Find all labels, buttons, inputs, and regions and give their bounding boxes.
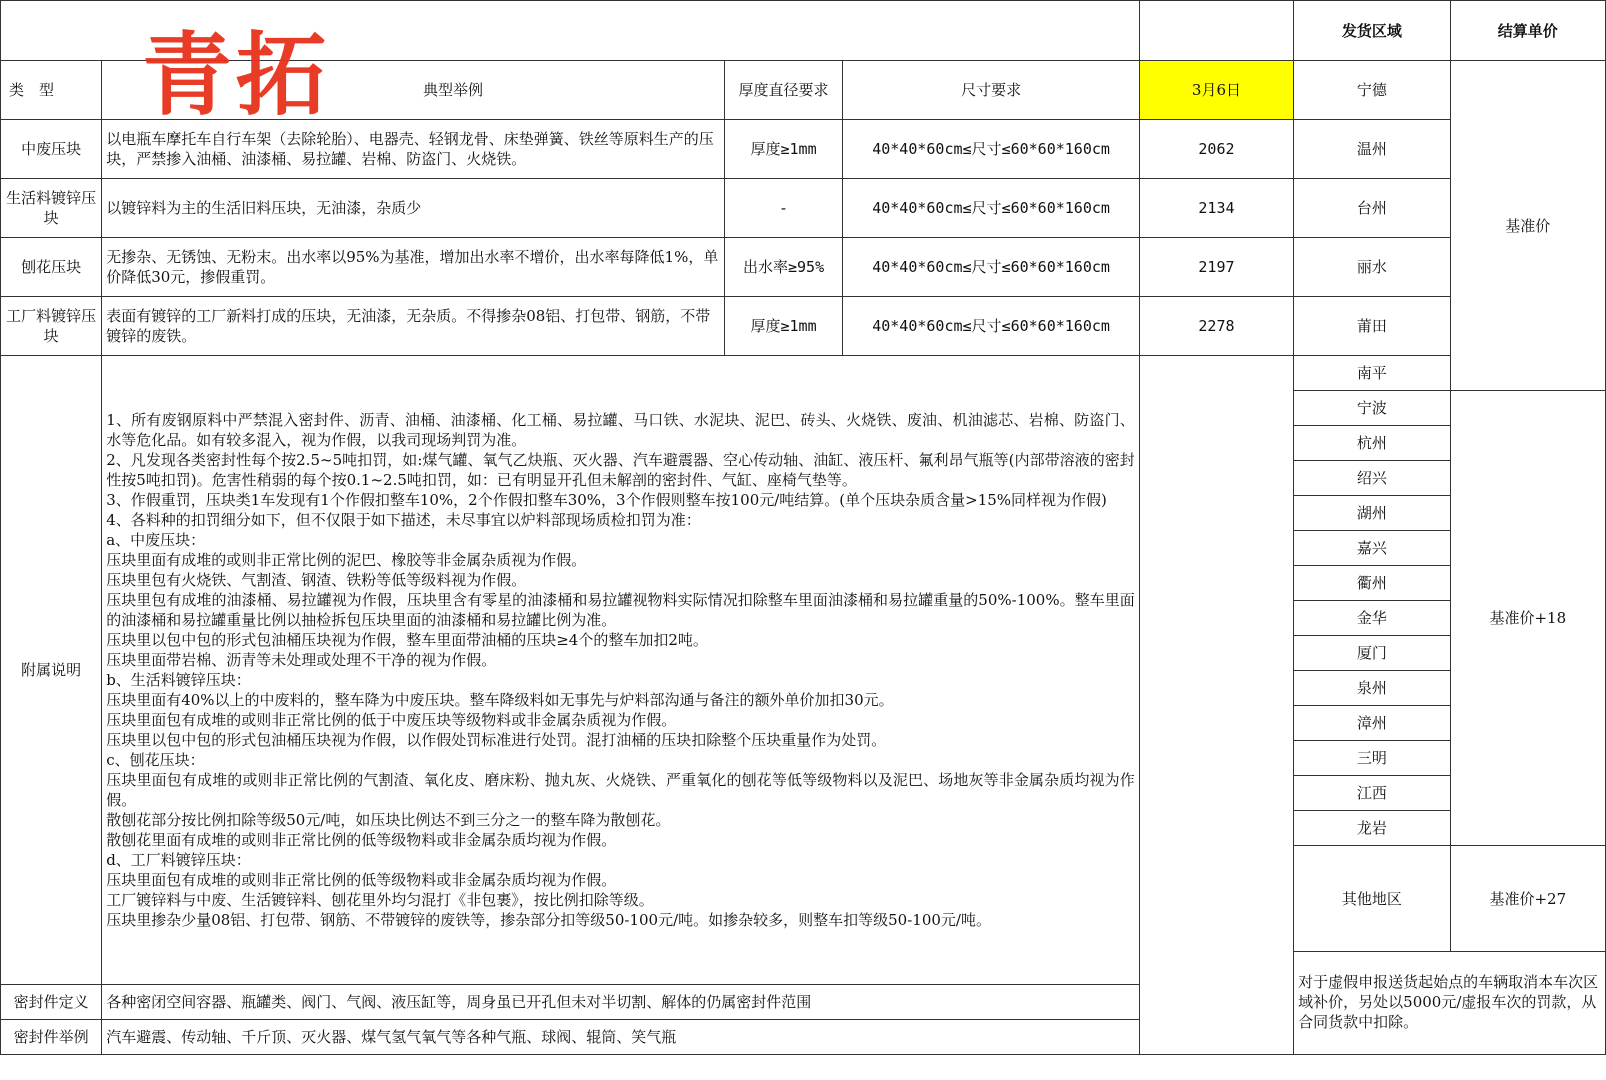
row-size: 40*40*60cm≤尺寸≤60*60*160cm [843, 238, 1139, 297]
region-cell: 三明 [1294, 741, 1450, 776]
row-thickness: - [724, 179, 843, 238]
region-cell: 龙岩 [1294, 811, 1450, 846]
region-cell: 江西 [1294, 776, 1450, 811]
row-price: 2197 [1139, 238, 1293, 297]
seal-examples-text: 汽车避震、传动轴、千斤顶、灭火器、煤气氢气氧气等各种气瓶、球阀、辊筒、笑气瓶 [102, 1020, 1140, 1055]
ship-area-header: 发货区域 [1294, 1, 1450, 61]
row-type: 生活料镀锌压块 [1, 179, 102, 238]
notes-line: 1、所有废钢原料中严禁混入密封件、沥青、油桶、油漆桶、化工桶、易拉罐、马口铁、水泥块、泥巴、砖头、火烧铁、废油、机油滤芯、岩棉、防盗门、水等危化品。如有较多混入，视为作假，以我司现场判罚为准。 [106, 411, 1135, 449]
notes-line: 散刨花部分按比例扣除等级50元/吨，如压块比例达不到三分之一的整车降为散刨花。 [106, 811, 671, 829]
seal-def-text: 各种密闭空间容器、瓶罐类、阀门、气阀、液压缸等，周身虽已开孔但未对半切割、解体的仍属密封件范围 [102, 985, 1140, 1020]
row-example: 以镀锌料为主的生活旧料压块，无油漆，杂质少 [102, 179, 725, 238]
region-cell: 南平 [1294, 356, 1450, 391]
row-price: 2278 [1139, 297, 1293, 356]
table-row [1, 120, 1606, 179]
base-price-plus27-cell: 基准价+27 [1450, 846, 1605, 952]
type-header: 类 型 [1, 61, 102, 120]
notes-line: 4、各料种的扣罚细分如下，但不仅限于如下描述，未尽事宜以炉料部现场质检扣罚为准： [106, 511, 701, 529]
blank-notes-price-cell [1139, 356, 1293, 1055]
notes-line: 压块里掺杂少量08铝、打包带、钢筋、不带镀锌的废铁等，掺杂部分扣等级50-100元/吨。如掺杂较多，则整车扣等级50-100元/吨。 [106, 911, 991, 929]
region-cell: 嘉兴 [1294, 531, 1450, 566]
blank-header-cell [1, 1, 1140, 61]
notes-line: 压块里以包中包的形式包油桶压块视为作假，以作假处罚标准进行处罚。混打油桶的压块扣除整个压块重量作为处罚。 [106, 731, 887, 749]
notes-line: d、工厂料镀锌压块： [106, 851, 251, 869]
region-cell: 湖州 [1294, 496, 1450, 531]
notes-line: 压块里面带岩棉、沥青等未处理或处理不干净的视为作假。 [106, 651, 497, 669]
notes-line: 工厂镀锌料与中废、生活镀锌料、刨花里外均匀混打《非包裹》，按比例扣除等级。 [106, 891, 654, 909]
row-example: 表面有镀锌的工厂新料打成的压块，无油漆，无杂质。不得掺杂08铝、打包带、钢筋，不带镀锌的废铁。 [102, 297, 725, 356]
row-type: 中废压块 [1, 120, 102, 179]
thickness-header: 厚度直径要求 [724, 61, 843, 120]
region-cell: 莆田 [1294, 297, 1450, 356]
row-size: 40*40*60cm≤尺寸≤60*60*160cm [843, 179, 1139, 238]
region-cell: 厦门 [1294, 636, 1450, 671]
row-size: 40*40*60cm≤尺寸≤60*60*160cm [843, 120, 1139, 179]
notes-line: 压块里面包有成堆的或则非正常比例的低等级物料或非金属杂质均视为作假。 [106, 871, 617, 889]
notes-line: c、刨花压块： [106, 751, 205, 769]
table-row [1, 179, 1606, 238]
row-size: 40*40*60cm≤尺寸≤60*60*160cm [843, 297, 1139, 356]
notes-lines [106, 410, 1135, 930]
table-row [1, 238, 1606, 297]
row-type: 工厂料镀锌压块 [1, 297, 102, 356]
region-cell: 丽水 [1294, 238, 1450, 297]
size-header: 尺寸要求 [843, 61, 1139, 120]
row-example: 以电瓶车摩托车自行车架（去除轮胎）、电器壳、轻钢龙骨、床垫弹簧、铁丝等原料生产的压块，严禁掺入油桶、油漆桶、易拉罐、岩棉、防盗门、火烧铁。 [102, 120, 725, 179]
region-cell: 杭州 [1294, 426, 1450, 461]
example-header-text: 典型举例 [422, 81, 483, 99]
region-cell: 绍兴 [1294, 461, 1450, 496]
watermark-logo: 青拓 [142, 23, 330, 128]
seal-def-label: 密封件定义 [1, 985, 102, 1020]
region-cell: 台州 [1294, 179, 1450, 238]
date-header: 3月6日 [1139, 61, 1293, 120]
example-header [102, 61, 725, 120]
region-cell: 泉州 [1294, 671, 1450, 706]
row-price: 2062 [1139, 120, 1293, 179]
notes-line: 压块里面有40%以上的中废料的，整车降为中废压块。整车降级料如无事先与炉料部沟通与备注的额外单价加扣30元。 [106, 691, 894, 709]
region-cell: 宁德 [1294, 61, 1450, 120]
seal-examples-label: 密封件举例 [1, 1020, 102, 1055]
notes-line: 2、凡发现各类密封性每个按2.5~5吨扣罚，如:煤气罐、氧气乙炔瓶、灭火器、汽车避震器、空心传动轴、油缸、液压杆、氟利昂气瓶等(内部带溶液的密封性按5吨扣罚)。危害性稍弱的每个按0.1~2.5吨扣罚，如：已有明显开孔但未解剖的密封件、气缸、座椅气垫等。 [106, 451, 1135, 489]
notes-line: b、生活料镀锌压块： [106, 671, 251, 689]
base-price-cell: 基准价 [1450, 61, 1605, 391]
region-cell: 温州 [1294, 120, 1450, 179]
table-row [1, 297, 1606, 356]
blank-date-header-cell [1139, 1, 1293, 61]
row-type: 刨花压块 [1, 238, 102, 297]
row-price: 2134 [1139, 179, 1293, 238]
notes-line: 3、作假重罚，压块类1车发现有1个作假扣整车10%，2个作假扣整车30%，3个作假则整车按100元/吨结算。(单个压块杂质含量>15%同样视为作假) [106, 491, 1107, 509]
row-thickness: 厚度≥1mm [724, 120, 843, 179]
notes-line: 压块里面有成堆的或则非正常比例的泥巴、橡胶等非金属杂质视为作假。 [106, 551, 587, 569]
column-header-row [1, 61, 1606, 120]
notes-line: 压块里以包中包的形式包油桶压块视为作假，整车里面带油桶的压块≥4个的整车加扣2吨。 [106, 631, 708, 649]
notes-line: 压块里面包有成堆的或则非正常比例的气割渣、氧化皮、磨床粉、抛丸灰、火烧铁、严重氧化的刨花等低等级物料以及泥巴、场地灰等非金属杂质均视为作假。 [106, 771, 1135, 809]
notes-line: 散刨花里面有成堆的或则非正常比例的低等级物料或非金属杂质均视为作假。 [106, 831, 617, 849]
other-region-cell: 其他地区 [1294, 846, 1450, 952]
notes-content [102, 356, 1140, 985]
unit-price-header: 结算单价 [1450, 1, 1605, 61]
notes-line: 压块里包有火烧铁、气割渣、钢渣、铁粉等低等级料视为作假。 [106, 571, 527, 589]
notes-line: 压块里包有成堆的油漆桶、易拉罐视为作假，压块里含有零星的油漆桶和易拉罐视物料实际情况扣除整车里面油漆桶和易拉罐重量的50%-100%。整车里面的油漆桶和易拉罐重量比例以抽检拆包压块里面的油漆桶和易拉罐比例为准。 [106, 591, 1135, 629]
base-price-plus18-cell: 基准价+18 [1450, 391, 1605, 846]
notes-line: 压块里面包有成堆的或则非正常比例的低于中废压块等级物料或非金属杂质视为作假。 [106, 711, 677, 729]
penalty-note: 对于虚假申报送货起始点的车辆取消本车次区域补价，另处以5000元/虚报车次的罚款，从合同货款中扣除。 [1294, 952, 1606, 1055]
row-example: 无掺杂、无锈蚀、无粉末。出水率以95%为基准，增加出水率不增价，出水率每降低1%，单价降低30元，掺假重罚。 [102, 238, 725, 297]
region-cell: 衢州 [1294, 566, 1450, 601]
region-cell: 金华 [1294, 601, 1450, 636]
row-thickness: 厚度≥1mm [724, 297, 843, 356]
region-cell: 宁波 [1294, 391, 1450, 426]
notes-label: 附属说明 [1, 356, 102, 985]
notes-row [1, 356, 1606, 391]
header-top-row [1, 1, 1606, 61]
notes-line: a、中废压块： [106, 531, 206, 549]
region-cell: 漳州 [1294, 706, 1450, 741]
row-thickness: 出水率≥95% [724, 238, 843, 297]
